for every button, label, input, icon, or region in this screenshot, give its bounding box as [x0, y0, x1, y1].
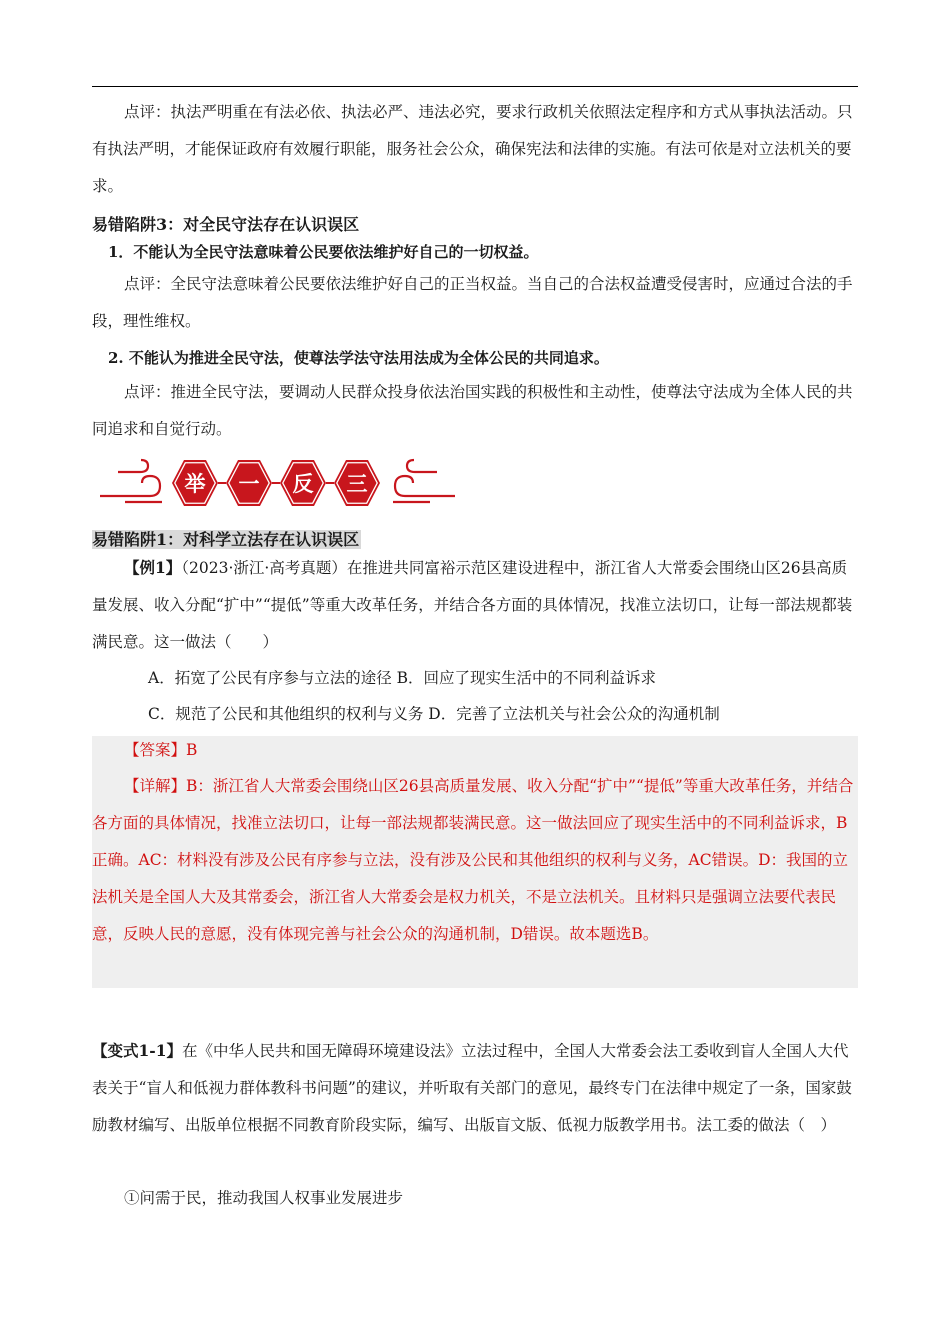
variant-text: 在《中华人民共和国无障碍环境建设法》立法过程中，全国人大常委会法工委收到盲人全国人大代表关于“盲人和低视力群体教科书问题”的建议，并听取有关部门的意见，最终专门在法律中规定了一条，国家鼓励教材编写、出版单位根据不同教育阶段实际，编写、出版盲文版、低视力版教学用书。法工委的做法（ ）	[92, 1042, 852, 1134]
banner-char-2: 一	[238, 472, 260, 496]
example-1	[92, 549, 858, 661]
banner-right-curl	[395, 476, 455, 496]
detail-label: 【详解】	[124, 777, 187, 795]
trap3-item-1: 1．不能认为全民守法意味着公民要依法维护好自己的一切权益。	[108, 243, 539, 261]
options-row-1: A．拓宽了公民有序参与立法的途径 B．回应了现实生活中的不同利益诉求	[148, 669, 657, 687]
trap1-heading: 易错陷阱1：对科学立法存在认识误区	[92, 530, 360, 549]
example-label: 【例1】	[124, 558, 182, 577]
header-rule	[92, 86, 858, 87]
banner-char-1: 举	[184, 472, 206, 496]
variant-label: 【变式1-1】	[92, 1041, 183, 1060]
answer-detail	[92, 768, 854, 953]
options-row-2: C．规范了公民和其他组织的权利与义务 D．完善了立法机关与社会公众的沟通机制	[148, 705, 720, 723]
banner-char-3: 反	[292, 472, 314, 496]
answer: 【答案】B	[124, 741, 198, 759]
banner-char-4: 三	[346, 472, 368, 496]
trap3-comment-1: 点评：全民守法意味着公民要依法维护好自己的正当权益。当自己的合法权益遭受侵害时，应通过合法的手段，理性维权。	[92, 275, 853, 330]
variant-1-1	[92, 1032, 858, 1144]
trap3-heading: 易错陷阱3：对全民守法存在认识误区	[92, 215, 360, 234]
variant-option-1: ①问需于民，推动我国人权事业发展进步	[124, 1189, 404, 1207]
trap3-item-2: 2. 不能认为推进全民守法，使尊法学法守法用法成为全体公民的共同追求。	[108, 349, 609, 367]
example-text: （2023·浙江·高考真题）在推进共同富裕示范区建设进程中，浙江省人大常委会围绕山区26县高质量发展、收入分配“扩中”“提低”等重大改革任务，并结合各方面的具体情况，找准立法切口，让每一部法规都装满民意。这一做法（ ）	[92, 559, 853, 651]
detail-text: B：浙江省人大常委会围绕山区26县高质量发展、收入分配“扩中”“提低”等重大改革任务，并结合各方面的具体情况，找准立法切口，让每一部法规都装满民意。这一做法回应了现实生活中的不同利益诉求，B正确。AC：材料没有涉及公民有序参与立法，没有涉及公民和其他组织的权利与义务，AC错误。D：我国的立法机关是全国人大及其常委会，浙江省人大常委会是权力机关，不是立法机关。且材料只是强调立法要代表民意，反映人民的意愿，没有体现完善与社会公众的沟通机制，D错误。故本题选B。	[92, 777, 854, 943]
banner-left-curl	[100, 476, 160, 496]
banner-jyfs	[100, 452, 455, 514]
comment-paragraph-1: 点评：执法严明重在有法必依、执法必严、违法必究，要求行政机关依照法定程序和方式从事执法活动。只有执法严明，才能保证政府有效履行职能，服务社会公众，确保宪法和法律的实施。有法可依是对立法机关的要求。	[92, 103, 853, 195]
trap3-comment-2: 点评：推进全民守法，要调动人民群众投身依法治国实践的积极性和主动性，使尊法守法成为全体人民的共同追求和自觉行动。	[92, 383, 853, 438]
